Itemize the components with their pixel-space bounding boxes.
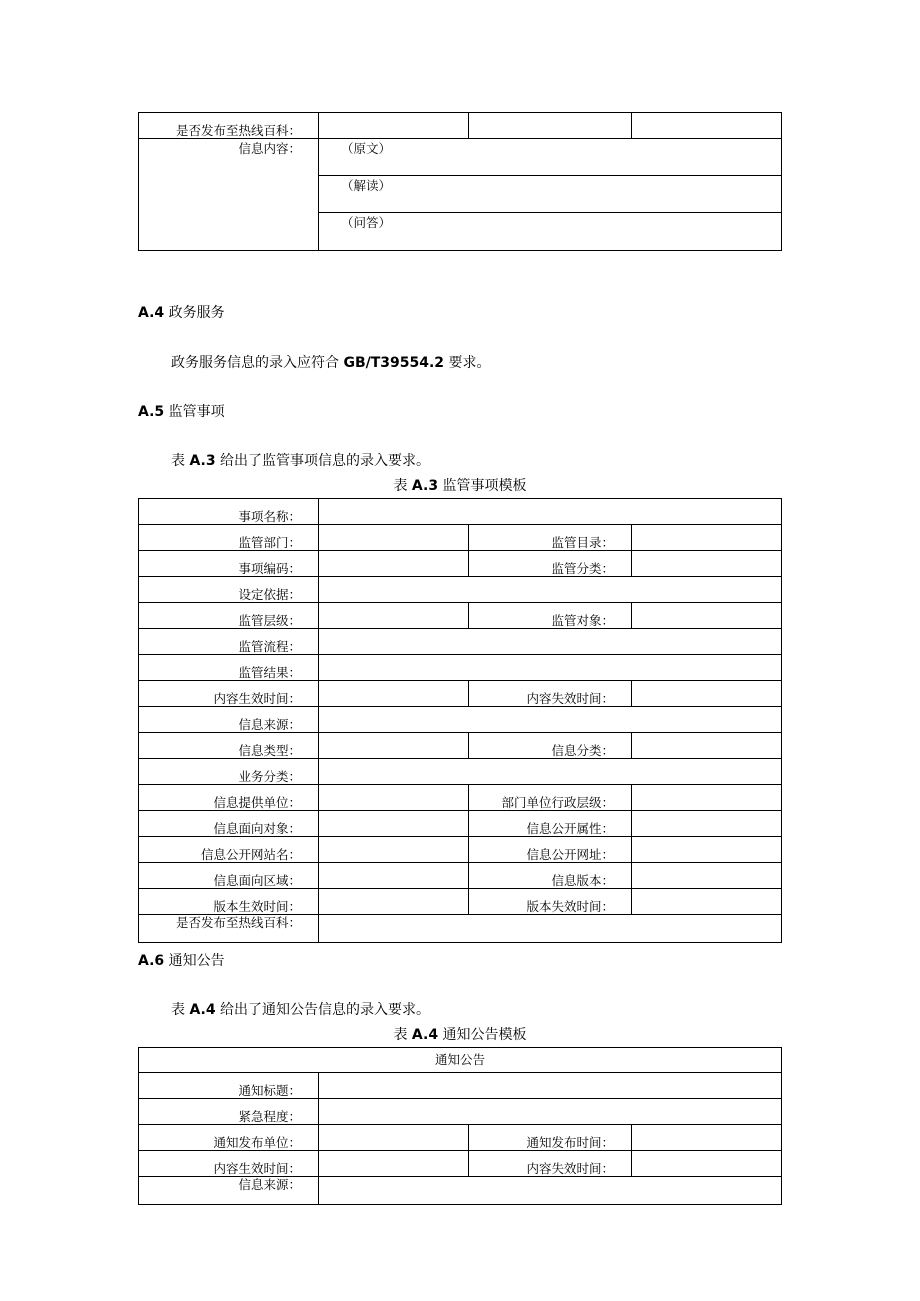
notice-table [138,1047,782,1205]
field-value [319,499,782,525]
field-value [319,915,782,943]
field-label: 是否发布至热线百科： [139,915,319,943]
section-a5-paragraph [171,450,430,470]
field-label: 事项名称： [139,499,319,525]
field-value [319,1073,782,1099]
content-interpretation: （解读） [341,178,392,193]
para-text: 给出了监管事项信息的录入要求。 [215,453,431,469]
section-a6-paragraph [171,999,430,1019]
section-title: 政务服务 [168,305,225,321]
field-label: 内容生效时间： [139,1151,319,1177]
field-value [319,785,469,811]
para-text: 给出了通知公告信息的录入要求。 [215,1002,431,1018]
field-label: 信息类型： [139,733,319,759]
field-label: 监管对象： [469,603,632,629]
field-value [632,113,782,139]
caption-number: A.4 [411,1027,439,1043]
field-label: 信息分类： [469,733,632,759]
field-value [319,213,782,251]
table-a4-caption [0,1024,920,1044]
field-label: 通知发布时间： [469,1125,632,1151]
field-value [319,551,469,577]
field-value [319,837,469,863]
section-number: A.4 [138,305,165,321]
field-value [319,733,469,759]
field-value [632,837,782,863]
field-value [632,603,782,629]
field-label: 事项编码： [139,551,319,577]
field-label: 监管流程： [139,629,319,655]
content-original: （原文） [341,141,392,156]
field-label: 信息公开网址： [469,837,632,863]
field-label: 部门单位行政层级： [469,785,632,811]
section-title: 监管事项 [168,404,225,420]
field-value [632,525,782,551]
field-label: 版本生效时间： [139,889,319,915]
field-label: 监管目录： [469,525,632,551]
field-label: 监管结果： [139,655,319,681]
field-label: 版本失效时间： [469,889,632,915]
info-content-table [138,112,782,251]
field-label: 内容失效时间： [469,1151,632,1177]
para-text: 表 [171,453,190,469]
section-number: A.5 [138,404,165,420]
field-value [319,139,782,176]
caption-number: A.3 [411,478,439,494]
field-value [319,707,782,733]
field-label: 紧急程度： [139,1099,319,1125]
field-value [632,785,782,811]
section-a4-heading [138,302,225,322]
section-number: A.6 [138,953,165,969]
supervision-item-table [138,498,782,943]
standard-ref: GB/T39554.2 [343,355,445,371]
field-value [319,1125,469,1151]
caption-text: 表 [393,1027,412,1043]
field-label: 设定依据： [139,577,319,603]
field-value [319,681,469,707]
table-header: 通知公告 [139,1048,782,1073]
field-value [632,863,782,889]
field-label: 信息提供单位： [139,785,319,811]
caption-text: 监管事项模板 [438,478,527,494]
field-value [319,1099,782,1125]
field-value [319,113,469,139]
field-label: 信息来源： [139,707,319,733]
section-a6-heading [138,950,225,970]
field-label: 监管部门： [139,525,319,551]
content-qa: （问答） [341,215,392,230]
field-label: 信息面向对象： [139,811,319,837]
field-label: 信息面向区域： [139,863,319,889]
para-text: 表 [171,1002,190,1018]
field-label: 信息内容： [139,139,319,251]
field-label: 监管层级： [139,603,319,629]
field-value [319,525,469,551]
field-value [469,113,632,139]
field-label: 监管分类： [469,551,632,577]
field-value [319,811,469,837]
field-value [632,1151,782,1177]
field-value [319,889,469,915]
field-value [319,1151,469,1177]
field-label: 信息来源： [139,1177,319,1205]
field-value [319,863,469,889]
field-value [319,629,782,655]
field-value [319,176,782,213]
para-text: 政务服务信息的录入应符合 [171,355,344,371]
field-value [632,889,782,915]
field-value [632,733,782,759]
section-title: 通知公告 [168,953,225,969]
field-value [319,759,782,785]
field-label: 内容失效时间： [469,681,632,707]
field-value [319,655,782,681]
field-value [319,1177,782,1205]
section-a4-paragraph [171,352,491,372]
para-text: 要求。 [444,355,491,371]
caption-text: 通知公告模板 [438,1027,527,1043]
field-label: 信息公开网站名： [139,837,319,863]
section-a5-heading [138,401,225,421]
table-ref: A.4 [189,1002,216,1018]
caption-text: 表 [393,478,412,494]
field-value [632,681,782,707]
field-value [319,603,469,629]
field-label: 信息版本： [469,863,632,889]
field-label: 通知标题： [139,1073,319,1099]
field-label: 内容生效时间： [139,681,319,707]
field-label: 是否发布至热线百科： [139,113,319,139]
field-value [319,577,782,603]
field-value [632,551,782,577]
field-label: 信息公开属性： [469,811,632,837]
table-ref: A.3 [189,453,216,469]
field-value [632,811,782,837]
field-value [632,1125,782,1151]
table-a3-caption [0,475,920,495]
field-label: 业务分类： [139,759,319,785]
field-label: 通知发布单位： [139,1125,319,1151]
